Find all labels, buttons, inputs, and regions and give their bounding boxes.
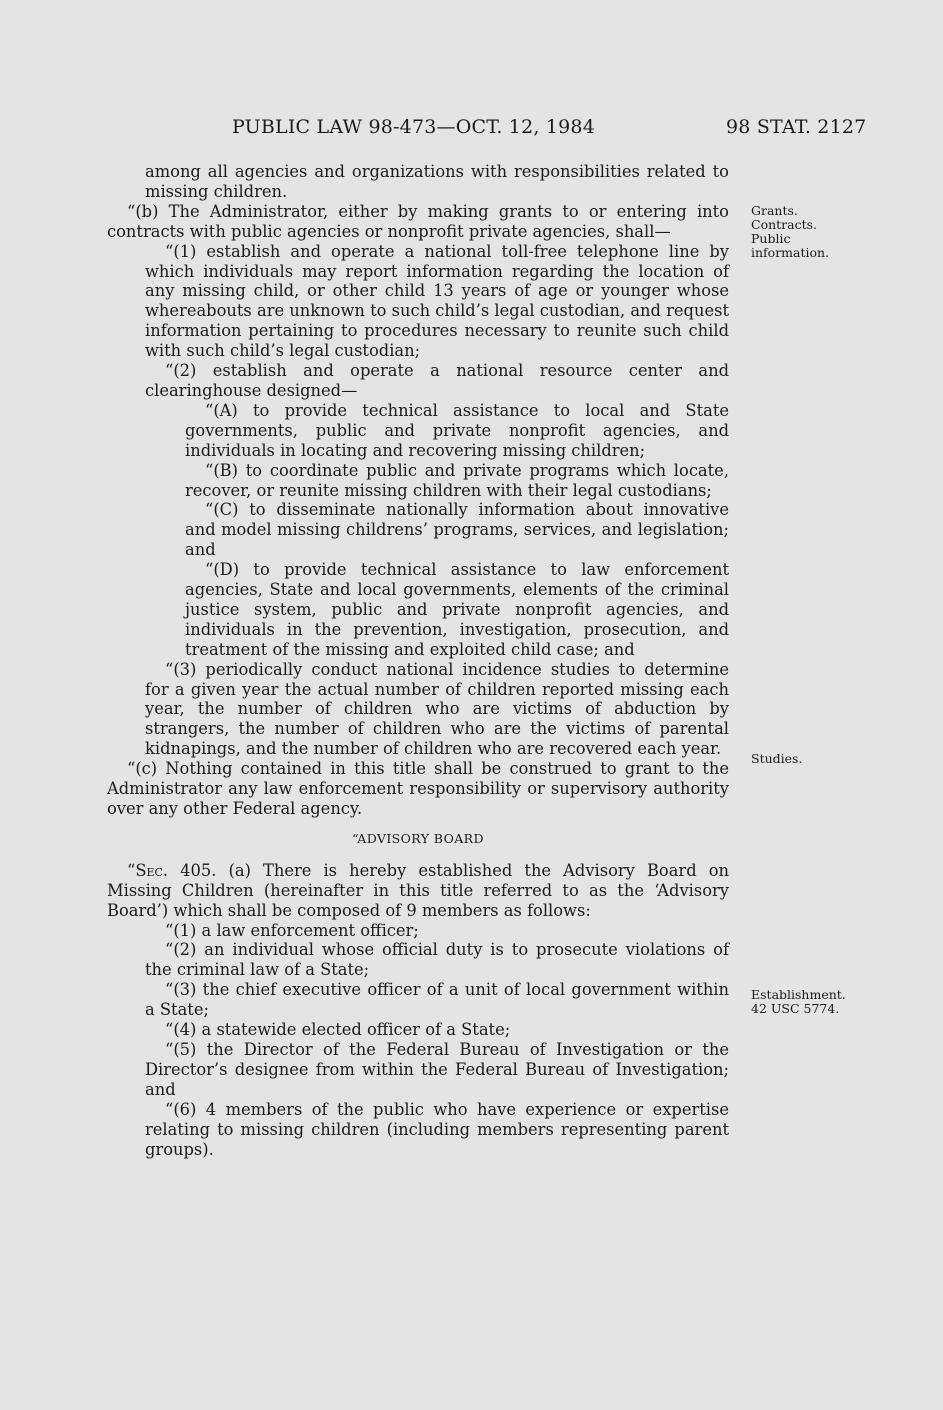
body-text [107, 162, 729, 1159]
paragraph-continuation: among all agencies and organizations with responsibilities related to missing children. [145, 162, 729, 201]
member-3: “(3) the chief executive officer of a unit of local government within a State; [145, 980, 729, 1020]
margin-note-line: Contracts. [751, 217, 818, 232]
margin-note-grants [751, 204, 829, 260]
paragraph-b: “(b) The Administrator, either by making grants to or entering into contracts with public agencies or nonprofit private agencies, shall— [107, 201, 729, 241]
paragraph-b2: “(2) establish and operate a national resource center and clearinghouse designed— [145, 361, 729, 400]
section-heading: “ADVISORY BOARD [352, 830, 484, 846]
member-4: “(4) a statewide elected officer of a State; [165, 1020, 511, 1040]
paragraph-sec-405 [107, 861, 729, 921]
paragraph-b2d: “(D) to provide technical assistance to law enforcement agencies, State and local governments, elements of the criminal justice system, public and private nonprofit agencies, and individuals in the prevention, investigation, prosecution, and treatment of the missing and exploited child case; and [185, 560, 729, 659]
paragraph-b1: “(1) establish and operate a national toll-free telephone line by which individuals may report information regarding the location of any missing child, or other child 13 years of age or younger whose whereabouts are unknown to such child’s legal custodian, and request information pertaining to procedures necessary to reunite such child with such child’s legal custodian; [145, 241, 729, 361]
member-2: “(2) an individual whose official duty is to prosecute violations of the criminal law of a State; [145, 940, 729, 980]
sec-405-text: 405. (a) There is hereby established the Advisory Board on Missing Children (hereinafter in this title referred to as the ‘Advisory Board’) which shall be composed of 9 members as follows: [107, 860, 729, 920]
paragraph-b2b: “(B) to coordinate public and private programs which locate, recover, or reunite missing children with their legal custodians; [185, 460, 729, 500]
margin-note-line: Establishment. [751, 987, 846, 1002]
running-header-page: 98 STAT. 2127 [726, 116, 867, 138]
margin-note-line: 42 USC 5774. [751, 1001, 840, 1016]
sec-label: “Sec. [127, 860, 169, 880]
member-6: “(6) 4 members of the public who have experience or expertise relating to missing children (including members representing parent groups). [145, 1099, 729, 1159]
member-5: “(5) the Director of the Federal Bureau of Investigation or the Director’s designee from within the Federal Bureau of Investigation; and [145, 1039, 729, 1099]
paragraph-b3: “(3) periodically conduct national incidence studies to determine for a given year the actual number of children reported missing each year, the number of children who are victims of abduction by strangers, the number of children who are the victims of parental kidnapings, and the number of children who are recovered each year. [145, 659, 729, 759]
paragraph-b2a: “(A) to provide technical assistance to local and State governments, public and private nonprofit agencies, and individuals in locating and recovering missing children; [185, 400, 729, 460]
margin-note-establishment [751, 988, 846, 1016]
paragraph-b2c: “(C) to disseminate nationally information about innovative and model missing childrens’ programs, services, and legislation; and [185, 500, 729, 560]
margin-note-line: Public [751, 231, 791, 246]
paragraph-c: “(c) Nothing contained in this title shall be construed to grant to the Administrator any law enforcement responsibility or supervisory authority over any other Federal agency. [107, 759, 729, 818]
running-header-title: PUBLIC LAW 98-473—OCT. 12, 1984 [232, 116, 596, 138]
margin-note-studies: Studies. [751, 751, 803, 766]
member-1: “(1) a law enforcement officer; [165, 920, 419, 940]
margin-note-line: Grants. [751, 203, 798, 218]
margin-note-line: information. [751, 245, 830, 260]
